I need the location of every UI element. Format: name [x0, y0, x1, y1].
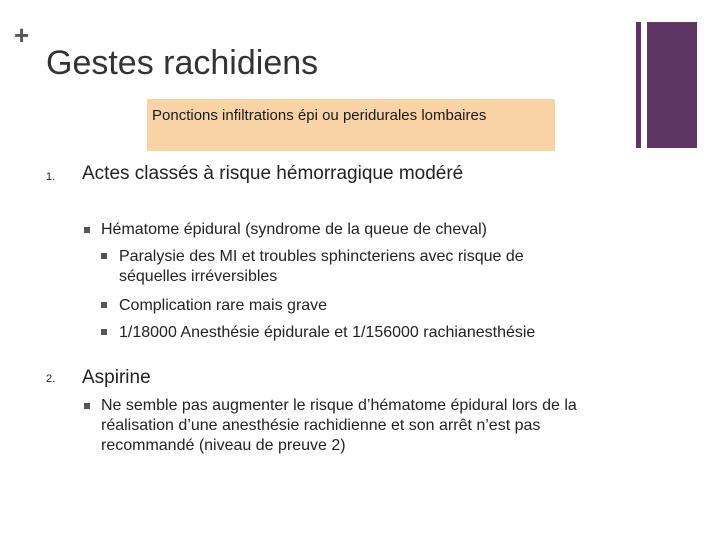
accent-bar-thin	[636, 22, 641, 148]
section-number: 1.	[46, 171, 56, 183]
bullet-text: Hématome épidural (syndrome de la queue de cheval)	[101, 221, 487, 238]
slide-title: Gestes rachidiens	[46, 44, 319, 82]
sub-bullet-text: 1/18000 Anesthésie épidurale et 1/156000 rachianesthésie	[119, 324, 536, 341]
bullet-icon	[84, 227, 90, 233]
sub-bullet-icon	[101, 253, 107, 259]
sub-bullet-text: Complication rare mais grave	[119, 297, 328, 314]
section-heading: Actes classés à risque hémorragique modéré	[82, 163, 464, 184]
section-number: 2.	[46, 373, 56, 385]
callout-box: Ponctions infiltrations épi ou peridurales lombaires	[147, 99, 555, 151]
sub-bullet-text: Paralysie des MI et troubles sphincteriens avec risque de séquelles irréversibles	[119, 248, 524, 285]
sub-bullet-icon	[101, 302, 107, 308]
sub-bullet-icon	[101, 329, 107, 335]
bullet-icon	[84, 403, 90, 409]
accent-bar-thick	[647, 22, 697, 148]
bullet-text: Ne semble pas augmenter le risque d’hématome épidural lors de la réalisation d’une anesthésie rachidienne et son arrêt n’est pas recommandé (niveau de preuve 2)	[101, 397, 577, 454]
plus-icon: +	[14, 20, 30, 50]
section-heading: Aspirine	[82, 367, 151, 388]
